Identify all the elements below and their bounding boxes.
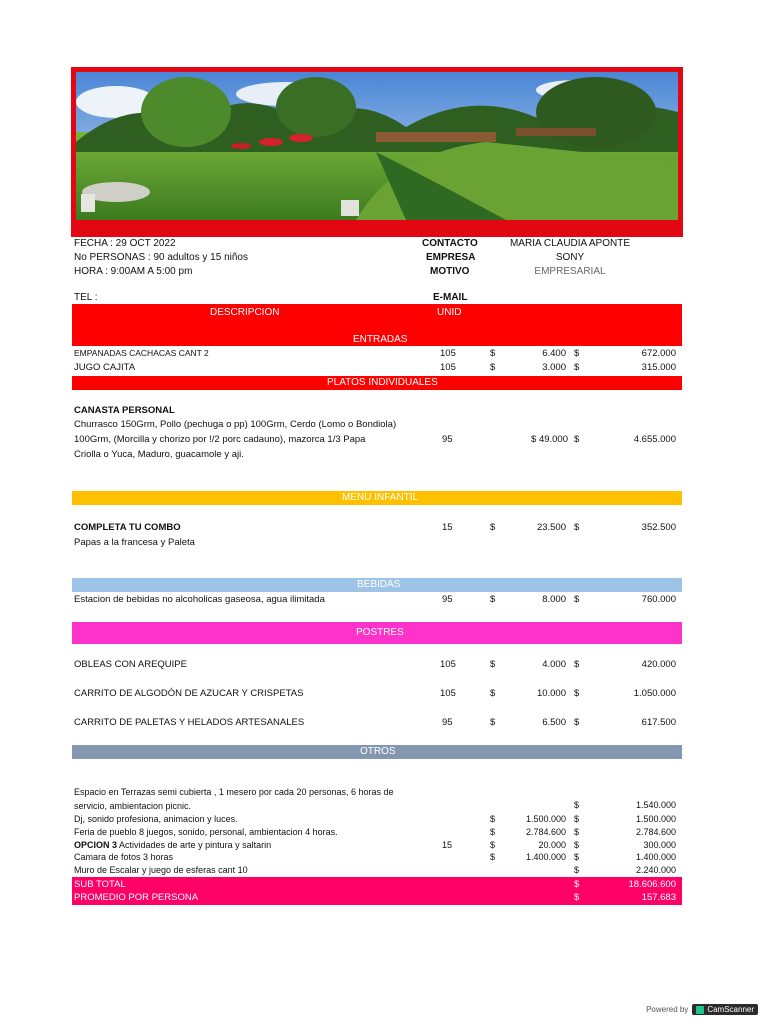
entrada-row-jugo: JUGO CAJITA 105 $ 3.000 $ 315.000 bbox=[74, 362, 676, 373]
entrada-row-empanadas: EMPANADAS CACHACAS CANT 2 105 $ 6.400 $ 672.000 bbox=[74, 348, 676, 359]
motivo-label: MOTIVO bbox=[430, 266, 470, 277]
otros-row-camara: Camara de fotos 3 horas $ 1.400.000 $ 1.400.000 bbox=[74, 852, 676, 862]
email-label: E-MAIL bbox=[433, 292, 468, 303]
entradas-section-title: ENTRADAS bbox=[353, 334, 408, 345]
otros-band bbox=[72, 745, 682, 759]
menu-infantil-section-title: MENU INFANTIL bbox=[342, 492, 419, 503]
bebida-row: Estacion de bebidas no alcoholicas gaseosa, agua ilimitada 95 $ 8.000 $ 760.000 bbox=[74, 594, 676, 605]
unid-column-header: UNID bbox=[437, 307, 462, 318]
header-photo bbox=[71, 67, 683, 237]
combo-line-1: Papas a la francesa y Paleta bbox=[74, 537, 195, 548]
contacto-value: MARIA CLAUDIA APONTE bbox=[509, 238, 631, 249]
descripcion-column-header: DESCRIPCION bbox=[210, 307, 280, 318]
descripcion-header-band bbox=[72, 304, 682, 346]
menu-infantil-band bbox=[72, 491, 682, 505]
canasta-line-2: 100Grm, (Morcilla y chorizo por !/2 porc cadauno), mazorca 1/3 Papa bbox=[74, 434, 366, 445]
espacio-line-2: servicio, ambientacion picnic. bbox=[74, 801, 192, 811]
espacio-line-1: Espacio en Terrazas semi cubierta , 1 mesero por cada 20 personas, 6 horas de bbox=[74, 787, 394, 797]
camscanner-brand: CamScanner bbox=[707, 1005, 754, 1014]
promedio-value: 157.683 bbox=[641, 892, 676, 903]
hora-text: HORA : 9:00AM A 5:00 pm bbox=[74, 266, 193, 277]
postre-row-obleas: OBLEAS CON AREQUIPE 105 $ 4.000 $ 420.000 bbox=[74, 659, 676, 670]
subtotal-currency: $ bbox=[574, 879, 580, 890]
postre-row-algodon: CARRITO DE ALGODÓN DE AZUCAR Y CRISPETAS 105 $ 10.000 $ 1.050.000 bbox=[74, 688, 676, 699]
platos-section-title: PLATOS INDIVIDUALES bbox=[327, 377, 438, 388]
subtotal-label: SUB TOTAL bbox=[74, 879, 126, 890]
promedio-currency: $ bbox=[574, 892, 580, 903]
fecha-text: FECHA : 29 OCT 2022 bbox=[74, 238, 176, 249]
otros-section-title: OTROS bbox=[360, 746, 396, 757]
camscanner-icon bbox=[696, 1006, 704, 1014]
bebidas-band bbox=[72, 578, 682, 592]
bebidas-section-title: BEBIDAS bbox=[357, 579, 401, 590]
postre-row-paletas: CARRITO DE PALETAS Y HELADOS ARTESANALES 95 $ 6.500 $ 617.500 bbox=[74, 717, 676, 728]
postres-section-title: POSTRES bbox=[356, 627, 404, 638]
canasta-line-3: Criolla o Yuca, Maduro, guacamole y aji. bbox=[74, 449, 244, 460]
combo-title: COMPLETA TU COMBO bbox=[74, 522, 181, 533]
postres-band bbox=[72, 622, 682, 644]
platos-individuales-band bbox=[72, 376, 682, 390]
empresa-value: SONY bbox=[555, 252, 585, 263]
camscanner-watermark bbox=[646, 1004, 758, 1015]
combo-values-row: 15 $ 23.500 $ 352.500 bbox=[442, 522, 676, 533]
otros-row-feria: Feria de pueblo 8 juegos, sonido, personal, ambientacion 4 horas. $ 2.784.600 $ 2.784.600 bbox=[74, 827, 676, 837]
espacio-values-row: $ 1.540.000 bbox=[574, 800, 676, 810]
totals-band bbox=[72, 877, 682, 905]
powered-by-text: Powered by bbox=[646, 1005, 689, 1014]
canasta-values-row: 95 $ 49.000 $ 4.655.000 bbox=[442, 434, 676, 445]
park-panorama-image bbox=[76, 72, 678, 220]
otros-row-opcion3: OPCION 3 Actividades de arte y pintura y saltarin 15 $ 20.000 $ 300.000 bbox=[74, 840, 676, 850]
canasta-line-1: Churrasco 150Grm, Pollo (pechuga o pp) 100Grm, Cerdo (Lomo o Bondiola) bbox=[74, 419, 397, 430]
promedio-label: PROMEDIO POR PERSONA bbox=[74, 892, 199, 903]
contacto-label: CONTACTO bbox=[422, 238, 478, 249]
camscanner-logo bbox=[692, 1004, 758, 1015]
empresa-label: EMPRESA bbox=[426, 252, 476, 263]
canasta-title: CANASTA PERSONAL bbox=[74, 405, 175, 416]
otros-row-dj: Dj, sonido profesiona, animacion y luces. $ 1.500.000 $ 1.500.000 bbox=[74, 814, 676, 824]
subtotal-value: 18.606.600 bbox=[628, 879, 676, 890]
tel-label: TEL : bbox=[74, 292, 98, 303]
motivo-value: EMPRESARIAL bbox=[534, 266, 606, 277]
personas-text: No PERSONAS : 90 adultos y 15 niños bbox=[74, 252, 248, 263]
otros-row-muro: Muro de Escalar y juego de esferas cant 10 $ 2.240.000 bbox=[74, 865, 676, 875]
